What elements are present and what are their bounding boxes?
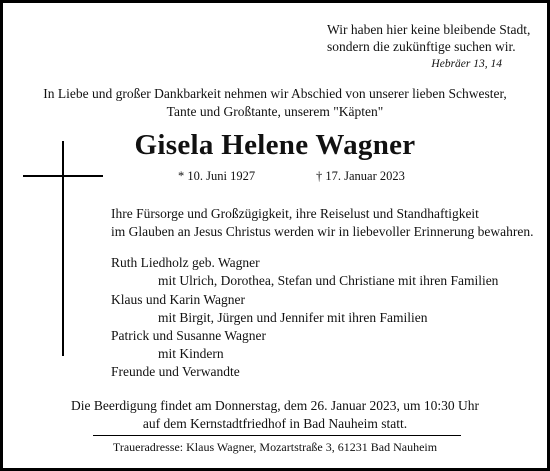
family-entry: Klaus und Karin Wagner [111, 292, 246, 307]
verse-reference: Hebräer 13, 14 [431, 58, 502, 70]
family-entry: mit Ulrich, Dorothea, Stefan und Christiane mit ihren Familien [158, 273, 499, 288]
tribute-line-2: im Glauben an Jesus Christus werden wir in liebevoller Erinnerung bewahren. [111, 224, 534, 239]
funeral-line-2: auf dem Kernstadtfriedhof in Bad Nauheim statt. [142, 416, 408, 431]
bible-verse [327, 21, 530, 55]
intro-line-2: Tante und Großtante, unserem "Käpten" [166, 104, 384, 119]
family-entry: Ruth Liedholz geb. Wagner [111, 255, 260, 270]
family-entry: mit Kindern [158, 346, 224, 361]
verse-line-2: sondern die zukünftige suchen wir. [327, 39, 516, 54]
family-entry: Patrick und Susanne Wagner [111, 328, 267, 343]
mourning-address: Traueradresse: Klaus Wagner, Mozartstraße 3, 61231 Bad Nauheim [112, 440, 438, 454]
funeral-info [3, 397, 547, 433]
cross-icon-vertical [62, 141, 64, 356]
divider [93, 435, 461, 436]
death-date: † 17. Januar 2023 [316, 169, 405, 183]
verse-line-1: Wir haben hier keine bleibende Stadt, [327, 22, 531, 37]
family-entry: Freunde und Verwandte [111, 364, 240, 379]
cross-icon-horizontal [23, 175, 103, 177]
intro-text [3, 85, 547, 121]
tribute-line-1: Ihre Fürsorge und Großzügigkeit, ihre Reiselust und Standhaftigkeit [111, 206, 479, 221]
birth-date: * 10. Juni 1927 [178, 169, 256, 183]
deceased-name: Gisela Helene Wagner [134, 129, 416, 161]
funeral-line-1: Die Beerdigung findet am Donnerstag, dem 26. Januar 2023, um 10:30 Uhr [71, 398, 479, 413]
intro-line-1: In Liebe und großer Dankbarkeit nehmen wir Abschied von unserer lieben Schwester, [43, 86, 507, 101]
tribute-text [111, 205, 534, 241]
family-entry: mit Birgit, Jürgen und Jennifer mit ihren Familien [158, 310, 428, 325]
